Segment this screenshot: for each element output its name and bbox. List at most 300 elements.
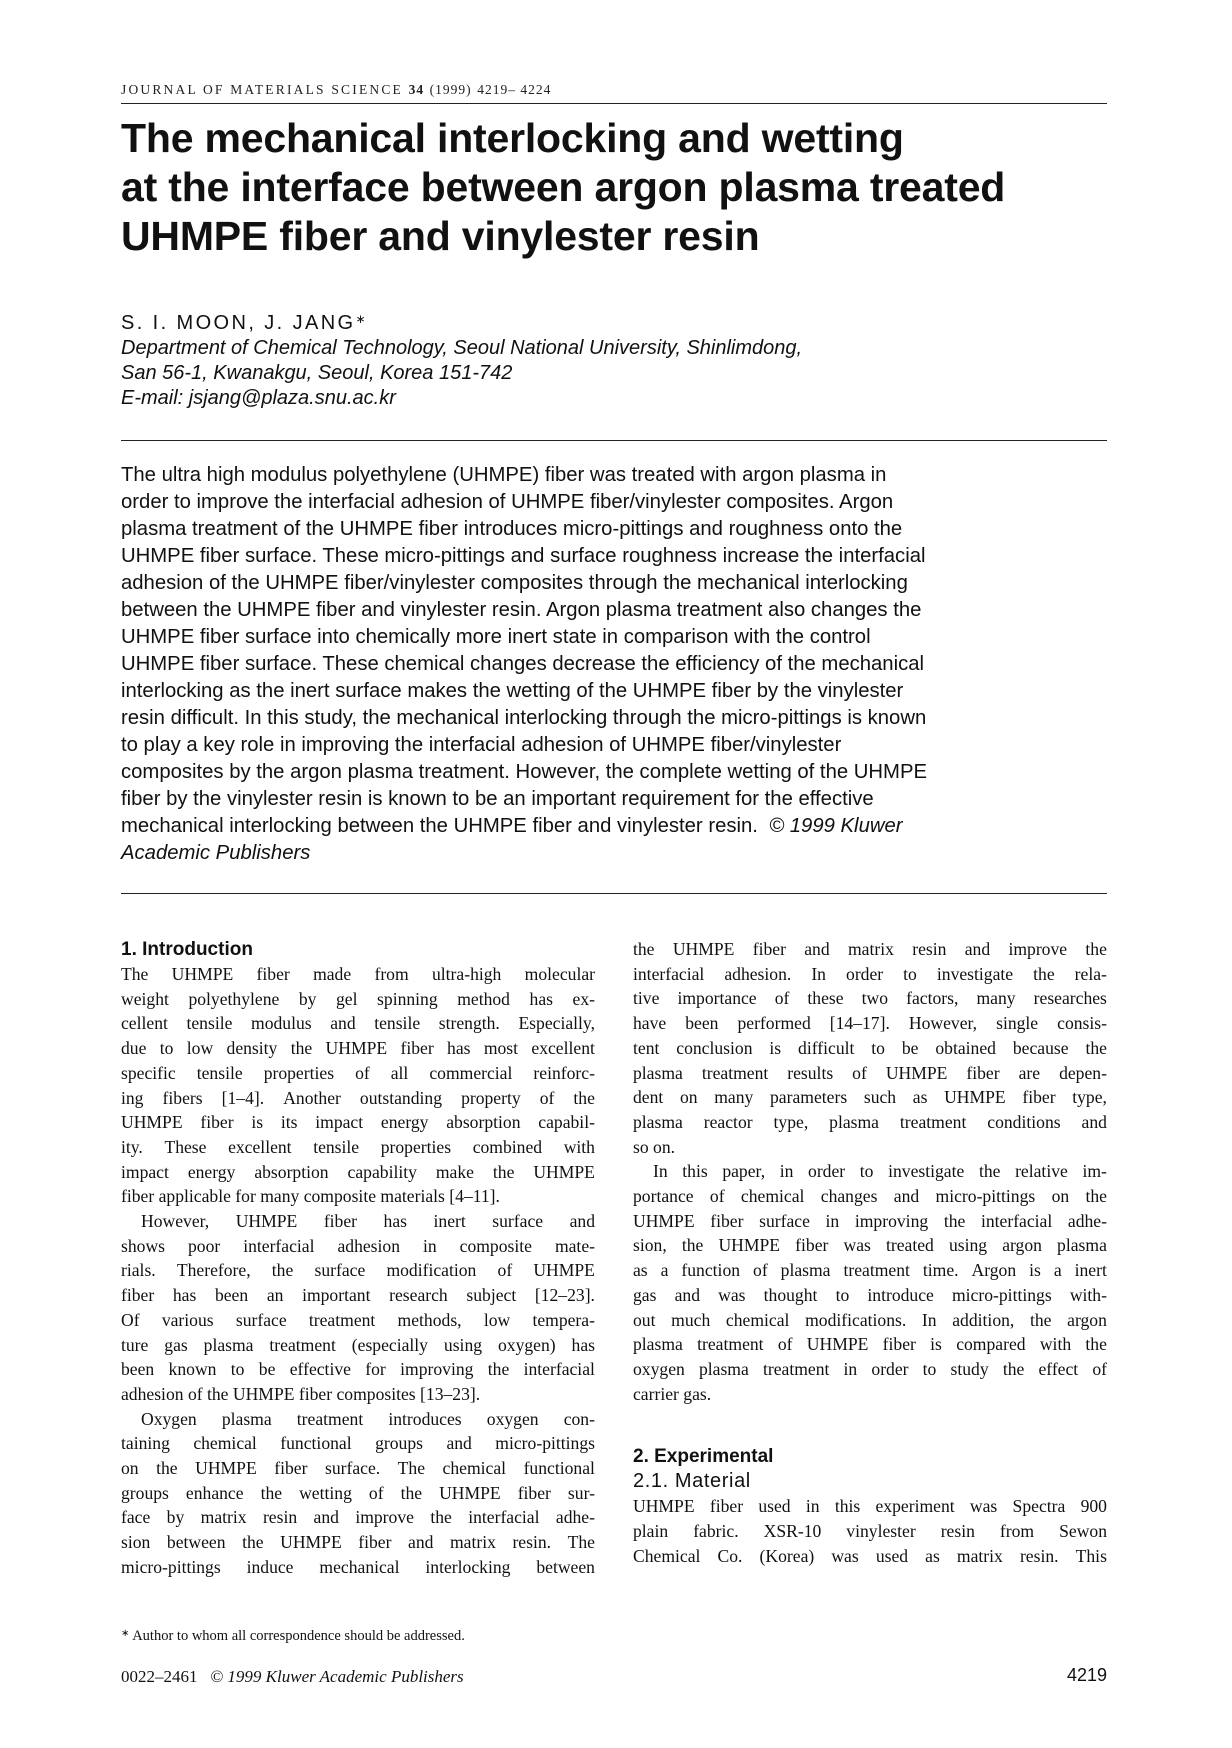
text-line: fiber applicable for many composite materials [4–11]. — [121, 1186, 500, 1207]
section-gap — [633, 1430, 1107, 1444]
title-line: The mechanical interlocking and wetting — [121, 115, 904, 161]
footer-copyright: © 1999 Kluwer Academic Publishers — [210, 1667, 464, 1686]
word: treatment — [269, 1334, 336, 1355]
word: UHMPE — [439, 1482, 501, 1503]
word: oxygen — [486, 1408, 539, 1429]
text-line: have been performed [14–17]. However, single consis- — [633, 1011, 1107, 1036]
word: this — [834, 1496, 861, 1517]
word: this — [682, 1161, 708, 1182]
word: matrix — [847, 939, 894, 959]
word: and — [964, 939, 991, 959]
word: with — [1039, 1334, 1072, 1355]
word: relative — [1015, 1161, 1068, 1182]
word: and — [408, 1532, 434, 1553]
word: absorption — [254, 1161, 329, 1182]
word: of — [539, 1087, 555, 1108]
word: be — [258, 1359, 276, 1380]
word: in — [843, 1358, 858, 1379]
word: vinylester — [846, 1521, 916, 1542]
word: Therefore, — [176, 1260, 251, 1281]
word: polyethylene — [188, 988, 280, 1009]
word: treatment — [296, 1408, 364, 1429]
word: using — [443, 1334, 483, 1355]
word: strength. — [438, 1013, 500, 1034]
abstract-line: UHMPE fiber surface. These chemical changes decrease the efficiency of the mechanical — [121, 653, 925, 675]
text-line: so on. — [633, 1136, 676, 1157]
word: improving — [400, 1359, 474, 1380]
section-gap — [633, 1406, 1107, 1430]
word: fiber — [200, 1112, 234, 1133]
subsection-heading-material: 2.1. Material — [633, 1470, 751, 1493]
text-line: tent conclusion is difficult to be obtained because the — [633, 1036, 1107, 1061]
word: by — [298, 988, 317, 1009]
text-line: UHMPE fiber surface in improving the interfacial adhe- — [633, 1209, 1107, 1234]
text-line: out much chemical modifications. In addition, the argon — [633, 1308, 1107, 1333]
word: plasma — [698, 1358, 749, 1379]
word: investigate — [936, 963, 1014, 984]
text-line: been known to be effective for improving the interfacial — [121, 1357, 595, 1382]
text-line: as a function of plasma treatment time. Argon is a inert — [633, 1258, 1107, 1283]
affiliation-line: Department of Chemical Technology, Seoul National University, Shinlimdong, — [121, 337, 803, 359]
word: subject — [466, 1285, 517, 1306]
word: most — [483, 1038, 519, 1059]
journal-volume: 34 — [408, 82, 425, 97]
text-line: impact energy absorption capability make the UHMPE — [121, 1160, 595, 1185]
word: the — [1033, 963, 1055, 984]
word: fiber — [752, 939, 786, 959]
word: excellent — [531, 1038, 595, 1059]
word: time. — [922, 1260, 959, 1281]
word: plasma — [829, 1111, 879, 1132]
word: UHMPE — [235, 1211, 298, 1232]
word: Another — [283, 1087, 341, 1108]
word: depen- — [1059, 1062, 1107, 1083]
word: UHMPE — [885, 1062, 948, 1083]
word: the — [400, 1482, 423, 1503]
word: The — [397, 1458, 426, 1479]
word: used — [875, 1545, 909, 1566]
word: fiber — [795, 1235, 829, 1256]
word: performed — [737, 1013, 811, 1034]
text-line: micro-pittings induce mechanical interlocking between — [121, 1555, 595, 1580]
text-line: shows poor interfacial adhesion in composite mate- — [121, 1234, 595, 1259]
word: of — [709, 1186, 725, 1207]
issn: 0022–2461 — [121, 1667, 198, 1686]
word: of — [355, 1062, 370, 1083]
word: to — [859, 1161, 874, 1182]
text-line: fiber has been an important research subject [12–23]. — [121, 1283, 595, 1308]
abstract-line: The ultra high modulus polyethylene (UHMPE) fiber was treated with argon plasma in — [121, 464, 887, 486]
paper-title — [121, 114, 1107, 261]
word: in — [779, 1161, 794, 1182]
abstract-line: UHMPE fiber surface into chemically more inert state in comparison with the control — [121, 626, 871, 648]
text-line: gas and was thought to introduce micro-pittings with- — [633, 1283, 1107, 1308]
word: parameters — [770, 1087, 848, 1108]
word: im- — [1082, 1161, 1107, 1182]
word: of — [497, 1260, 513, 1281]
word: fiber — [966, 1062, 1000, 1083]
word: on — [1051, 1186, 1070, 1207]
word: inert — [433, 1211, 466, 1232]
word: researches — [1033, 988, 1107, 1009]
word: induce — [246, 1556, 294, 1577]
word: treatment — [843, 1260, 910, 1281]
word: addition, — [952, 1309, 1015, 1330]
word: two — [861, 988, 889, 1009]
word: because — [1012, 1037, 1069, 1058]
title-line: UHMPE fiber and vinylester resin — [121, 213, 760, 259]
intro-paragraph-1 — [121, 962, 595, 1209]
word: surface — [492, 1211, 544, 1232]
word: is — [769, 1037, 782, 1058]
word: paper, — [722, 1161, 766, 1182]
word: been — [214, 1285, 249, 1306]
word: with — [563, 1136, 595, 1157]
text-line: weight polyethylene by gel spinning method has ex- — [121, 987, 595, 1012]
word: been — [685, 1013, 719, 1034]
word: adhesion — [337, 1235, 401, 1256]
abstract-copyright: © 1999 Kluwer — [769, 815, 903, 837]
abstract-bottom-rule — [121, 893, 1107, 894]
word: was — [969, 1496, 998, 1517]
word: matrix — [200, 1507, 247, 1528]
word: combined — [472, 1136, 543, 1157]
word: order — [808, 1161, 846, 1182]
word: fiber — [274, 1458, 308, 1479]
word: functional — [523, 1458, 595, 1479]
word: resin. — [1019, 1545, 1059, 1566]
word: has — [383, 1211, 407, 1232]
abstract-line: adhesion of the UHMPE fiber/vinylester composites through the mechanical interlocking — [121, 572, 908, 594]
word: sur- — [567, 1482, 595, 1503]
word: fibers — [162, 1087, 203, 1108]
word: treatment — [762, 1358, 830, 1379]
word: the — [1029, 1309, 1052, 1330]
abstract-line-text: mechanical interlocking between the UHMPE fiber and vinylester resin. — [121, 815, 758, 837]
word: fiber — [709, 1496, 744, 1517]
word: to — [903, 963, 917, 984]
word: low — [186, 1038, 214, 1059]
word: plasma — [1057, 1235, 1107, 1256]
word: (Korea) — [759, 1545, 815, 1566]
word: properties — [263, 1062, 335, 1083]
text-line: In this paper, in order to investigate the relative im- — [633, 1159, 1107, 1184]
word: is — [251, 1112, 264, 1133]
affiliation-line: San 56-1, Kwanakgu, Seoul, Korea 151-742 — [121, 362, 513, 384]
word: an — [266, 1285, 284, 1306]
word: and — [1081, 1111, 1107, 1132]
word: [12–23]. — [534, 1285, 595, 1306]
word: energy — [380, 1112, 429, 1133]
text-line: Oxygen plasma treatment introduces oxygen con- — [121, 1407, 595, 1432]
word: importance — [677, 988, 757, 1009]
word: interlocking — [425, 1556, 511, 1577]
word: energy — [187, 1161, 236, 1182]
word: fiber — [1022, 1087, 1056, 1108]
header-rule — [121, 103, 1107, 104]
word: The — [567, 1532, 595, 1553]
word: surface — [759, 1210, 810, 1231]
word: method — [457, 988, 510, 1009]
word: these — [807, 988, 844, 1009]
text-line: Chemical Co. (Korea) was used as matrix resin. This — [633, 1544, 1107, 1569]
text-line: sion, the UHMPE fiber was treated using argon plasma — [633, 1233, 1107, 1258]
word: modulus — [251, 1013, 312, 1034]
word: factors, — [906, 988, 959, 1009]
word: the — [271, 1260, 294, 1281]
word: many — [714, 1087, 754, 1108]
word: gas — [164, 1334, 188, 1355]
word: made — [313, 964, 352, 984]
word: plasma — [221, 1408, 272, 1429]
title-line: at the interface between argon plasma treated — [121, 164, 1006, 210]
word: of — [777, 1334, 793, 1355]
word: to — [835, 1284, 850, 1305]
word: mate- — [554, 1235, 595, 1256]
text-line: interfacial adhesion. In order to investigate the rela- — [633, 962, 1107, 987]
word: excellent — [228, 1136, 292, 1157]
abstract-line: resin difficult. In this study, the mechanical interlocking through the micro-pittings is known — [121, 707, 927, 729]
word: thought — [763, 1284, 818, 1305]
word: conclusion — [676, 1037, 753, 1058]
text-line: adhesion of the UHMPE fiber composites [13–23]. — [121, 1383, 481, 1404]
word: UHMPE — [171, 964, 234, 984]
section-heading-experimental: 2. Experimental — [633, 1446, 774, 1468]
word: using — [948, 1235, 988, 1256]
word: the — [242, 1532, 264, 1553]
word: UHMPE — [672, 939, 735, 959]
word: plasma — [203, 1334, 254, 1355]
word: the — [1085, 1186, 1107, 1207]
text-line: ture gas plasma treatment (especially using oxygen) has — [121, 1333, 595, 1358]
author-email: E-mail: jsjang@plaza.snu.ac.kr — [121, 387, 396, 409]
word: treatment — [308, 1309, 376, 1330]
word: adhe- — [1067, 1210, 1107, 1231]
word: oxygen) — [497, 1334, 556, 1355]
word: UHMPE — [944, 1087, 1006, 1108]
word: adhesion. — [724, 963, 792, 984]
word: conditions — [987, 1111, 1061, 1132]
text-line: due to low density the UHMPE fiber has most excellent — [121, 1036, 595, 1061]
word: resin — [912, 939, 947, 959]
journal-year: (1999) — [429, 82, 472, 97]
word: enhance — [185, 1482, 244, 1503]
word: fiber — [882, 1334, 916, 1355]
word: the — [156, 1458, 178, 1479]
word: treatment — [701, 1062, 769, 1083]
word: the — [260, 1482, 283, 1503]
text-line: carrier gas. — [633, 1383, 712, 1404]
word: many — [976, 988, 1016, 1009]
word: between — [536, 1556, 595, 1577]
word: treated — [885, 1235, 934, 1256]
word: spinning — [377, 988, 438, 1009]
word: all — [390, 1062, 409, 1083]
word: various — [161, 1309, 214, 1330]
word: the — [1002, 1358, 1025, 1379]
word: of — [753, 1260, 768, 1281]
word: interfacial — [468, 1507, 540, 1528]
word: modification — [386, 1260, 477, 1281]
word: surface. — [324, 1458, 381, 1479]
word: the — [943, 1210, 966, 1231]
word: 900 — [1080, 1496, 1107, 1517]
word: the — [290, 1038, 313, 1059]
word: the — [1085, 1334, 1107, 1355]
word: plasma — [780, 1260, 831, 1281]
word: experiment — [875, 1496, 955, 1517]
word: In — [811, 963, 826, 984]
word: to — [230, 1359, 245, 1380]
word: between — [166, 1532, 226, 1553]
word: Argon — [971, 1260, 1017, 1281]
word: fiber — [323, 1211, 358, 1232]
abstract-line: order to improve the interfacial adhesion of UHMPE fiber/vinylester composites. Argon — [121, 491, 894, 513]
word: rela- — [1074, 963, 1107, 984]
word: the — [492, 1161, 515, 1182]
word: properties — [380, 1136, 452, 1157]
word: matrix — [956, 1545, 1003, 1566]
word: molecular — [524, 964, 595, 984]
text-line: dent on many parameters such as UHMPE fiber type, — [633, 1085, 1107, 1110]
word: micro-pittings — [951, 1284, 1052, 1305]
word: the — [487, 1359, 510, 1380]
word: functional — [280, 1433, 352, 1454]
word: consis- — [1057, 1013, 1107, 1034]
word: from — [374, 964, 409, 984]
abstract-line: fiber by the vinylester resin is known to be an important requirement for the effective — [121, 788, 874, 810]
word: to — [159, 1038, 174, 1059]
word: UHMPE — [533, 1161, 595, 1182]
word: order — [846, 963, 884, 984]
abstract-line: to play a key role in improving the interfacial adhesion of UHMPE fiber/vinylester — [121, 734, 842, 756]
word: difficult — [798, 1037, 855, 1058]
footnote-marker: ∗ — [121, 1628, 130, 1639]
journal-name: JOURNAL OF MATERIALS SCIENCE — [121, 82, 403, 97]
word: has — [571, 1334, 595, 1355]
abstract-line: plasma treatment of the UHMPE fiber introduces micro-pittings and roughness onto the — [121, 518, 903, 540]
word: tensile — [196, 1062, 243, 1083]
text-line: groups enhance the wetting of the UHMPE fiber sur- — [121, 1481, 595, 1506]
author-list — [121, 312, 366, 335]
word: was — [831, 1545, 859, 1566]
text-line: rials. Therefore, the surface modification of UHMPE — [121, 1258, 595, 1283]
word: chemical — [193, 1433, 257, 1454]
word: known — [168, 1359, 217, 1380]
word: its — [280, 1112, 298, 1133]
word: investigate — [888, 1161, 965, 1182]
text-line: plasma treatment of UHMPE fiber is compared with the — [633, 1332, 1107, 1357]
word: has — [529, 988, 553, 1009]
word: wetting — [299, 1482, 352, 1503]
word: resin — [940, 1521, 975, 1542]
word: study — [950, 1358, 989, 1379]
page-number: 4219 — [1066, 1665, 1107, 1685]
abstract — [121, 462, 1107, 867]
word: XSR-10 — [763, 1521, 822, 1542]
word: chemical — [725, 1309, 790, 1330]
word: was — [843, 1235, 871, 1256]
word: [1–4]. — [221, 1087, 265, 1108]
text-line: plain fabric. XSR-10 vinylester resin from Sewon — [633, 1519, 1107, 1544]
word: argon — [1002, 1235, 1042, 1256]
word: surface — [314, 1260, 366, 1281]
word: such — [863, 1087, 897, 1108]
footnote-text: Author to whom all correspondence should be addressed. — [129, 1628, 465, 1644]
word: and — [446, 1433, 472, 1454]
word: improve — [1008, 939, 1068, 959]
text-line: specific tensile properties of all commercial reinforc- — [121, 1061, 595, 1086]
word: Co. — [717, 1545, 743, 1566]
word: micro-pittings — [495, 1433, 595, 1454]
word: UHMPE — [718, 1235, 781, 1256]
author-names: S. I. MOON, J. JANG — [121, 312, 356, 334]
word: of — [774, 988, 790, 1009]
word: as — [912, 1087, 928, 1108]
word: groups — [375, 1433, 423, 1454]
abstract-copyright-publisher: Academic Publishers — [121, 842, 311, 864]
text-line: the UHMPE fiber and matrix resin and improve the — [633, 937, 1107, 962]
footnote — [121, 1628, 465, 1645]
word: low — [483, 1309, 511, 1330]
word: fiber — [256, 964, 290, 984]
word: These — [164, 1136, 207, 1157]
word: effective — [289, 1359, 351, 1380]
word: reactor — [703, 1111, 753, 1132]
word: tensile — [313, 1136, 360, 1157]
word: from — [999, 1521, 1035, 1542]
word: type, — [773, 1111, 809, 1132]
text-line: face by matrix resin and improve the interfacial adhe- — [121, 1505, 595, 1530]
word: as — [925, 1545, 940, 1566]
word: was — [718, 1284, 746, 1305]
word: UHMPE — [280, 1532, 342, 1553]
word: are — [1018, 1062, 1041, 1083]
word: However, — [908, 1013, 978, 1034]
word: research — [389, 1285, 448, 1306]
text-line: The UHMPE fiber made from ultra-high molecular — [121, 962, 595, 987]
word: make — [435, 1161, 474, 1182]
word: chemical — [740, 1186, 805, 1207]
word: much — [671, 1309, 711, 1330]
word: inert — [1074, 1260, 1107, 1281]
word: the — [978, 1161, 1001, 1182]
word: and — [330, 1013, 356, 1034]
text-line: plasma treatment results of UHMPE fiber are depen- — [633, 1061, 1107, 1086]
text-line: portance of chemical changes and micro-pittings on the — [633, 1184, 1107, 1209]
word: resin. — [512, 1532, 552, 1553]
word: in — [805, 1496, 820, 1517]
word: is — [930, 1334, 942, 1355]
word: methods, — [397, 1309, 462, 1330]
word: Sewon — [1059, 1521, 1107, 1542]
word: commercial — [429, 1062, 513, 1083]
word: composite — [459, 1235, 532, 1256]
word: and — [569, 1211, 595, 1232]
word: property — [461, 1087, 521, 1108]
word: and — [674, 1284, 700, 1305]
word: surface — [235, 1309, 287, 1330]
word: fabric. — [693, 1521, 739, 1542]
word: improving — [854, 1210, 929, 1231]
word: effect — [1038, 1358, 1079, 1379]
word: tensile — [186, 1013, 233, 1034]
intro-paragraph-3-continued — [633, 937, 1107, 1159]
word: resin — [262, 1507, 298, 1528]
intro-paragraph-2 — [121, 1209, 595, 1407]
word: by — [166, 1507, 185, 1528]
word: poor — [187, 1235, 221, 1256]
